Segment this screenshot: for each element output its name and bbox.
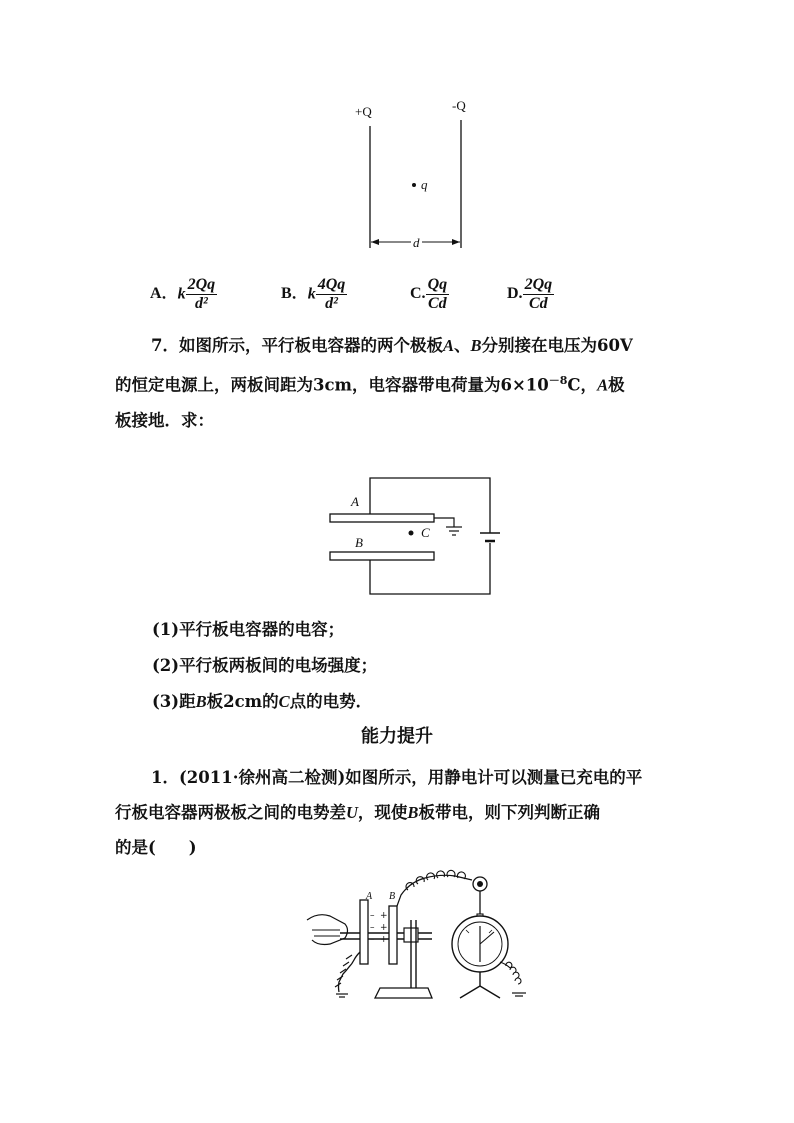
option-letter: A． bbox=[150, 285, 178, 303]
question-text: 行板电容器两极板之间的电势差 bbox=[115, 803, 346, 822]
svg-text:–: – bbox=[370, 923, 375, 933]
option-numerator: Qq bbox=[427, 276, 448, 293]
question-text: ，现使 bbox=[357, 803, 408, 822]
point-c-ref: C bbox=[278, 692, 290, 711]
question-text: 分别接在电压为60V bbox=[481, 336, 633, 355]
question-text: C， bbox=[567, 375, 598, 395]
plate-a-shape bbox=[360, 900, 368, 964]
exponent: －8 bbox=[548, 374, 568, 387]
svg-text:–: – bbox=[370, 935, 375, 945]
sub-question-1: (1)平行板电容器的电容； bbox=[152, 620, 345, 639]
option-prefix: k bbox=[177, 285, 186, 303]
question-text: 1．(2011·徐州高二检测)如图所示，用静电计可以测量已充电的平 bbox=[151, 768, 643, 787]
plate-a-ref: A bbox=[442, 336, 454, 355]
question-number: 7． bbox=[151, 336, 179, 355]
option-denominator: Cd bbox=[529, 295, 548, 312]
question-text: 如图所示，平行板电容器的两个极板 bbox=[178, 336, 443, 355]
sub-question-2: (2)平行板两板间的电场强度； bbox=[152, 656, 378, 675]
question-line-3: 板接地．求： bbox=[115, 410, 214, 430]
plate-a-label: A bbox=[351, 494, 359, 509]
minus-q-label: -Q bbox=[452, 98, 466, 113]
question-text: 的恒定电源上，两板间距为3cm，电容器带电荷量为6×10 bbox=[115, 375, 549, 395]
option-numerator: 4Qq bbox=[317, 276, 346, 293]
option-denominator: d² bbox=[194, 295, 208, 312]
section-title: 能力提升 bbox=[361, 726, 433, 747]
svg-text:–: – bbox=[370, 911, 375, 921]
option-letter: B． bbox=[281, 285, 308, 303]
option-prefix: k bbox=[307, 285, 316, 303]
sub-text: (3)距 bbox=[152, 692, 196, 711]
svg-text:+: + bbox=[380, 935, 388, 945]
separator: 、 bbox=[454, 336, 471, 355]
option-letter: C. bbox=[410, 285, 426, 303]
plate-a-ref: A bbox=[597, 375, 609, 395]
option-letter: D. bbox=[507, 285, 523, 303]
plate-b-ref: B bbox=[195, 692, 207, 711]
option-denominator: d² bbox=[325, 295, 338, 312]
question-text: 板带电，则下列判断正确 bbox=[418, 803, 600, 822]
label-a: A bbox=[366, 891, 373, 902]
svg-text:+: + bbox=[380, 911, 388, 921]
question-line-3: 的是( ) bbox=[115, 838, 197, 857]
plate-b-shape bbox=[389, 906, 397, 964]
plus-q-label: +Q bbox=[355, 104, 372, 119]
variable-u: U bbox=[346, 803, 358, 822]
svg-text:+: + bbox=[380, 923, 388, 933]
plate-b-ref: B bbox=[407, 803, 419, 822]
charge-q-label: q bbox=[421, 177, 428, 192]
option-denominator: Cd bbox=[428, 295, 447, 312]
plate-b-ref: B bbox=[470, 336, 482, 355]
plate-b-label: B bbox=[355, 535, 363, 550]
option-numerator: 2Qq bbox=[524, 276, 553, 293]
question-text: 极 bbox=[608, 375, 625, 395]
option-numerator: 2Qq bbox=[187, 276, 216, 293]
distance-d-label: d bbox=[413, 235, 420, 250]
label-b: B bbox=[389, 891, 396, 902]
point-c-label: C bbox=[421, 525, 430, 540]
sub-text: 板2cm的 bbox=[206, 692, 279, 711]
sub-text: 点的电势． bbox=[289, 692, 373, 711]
